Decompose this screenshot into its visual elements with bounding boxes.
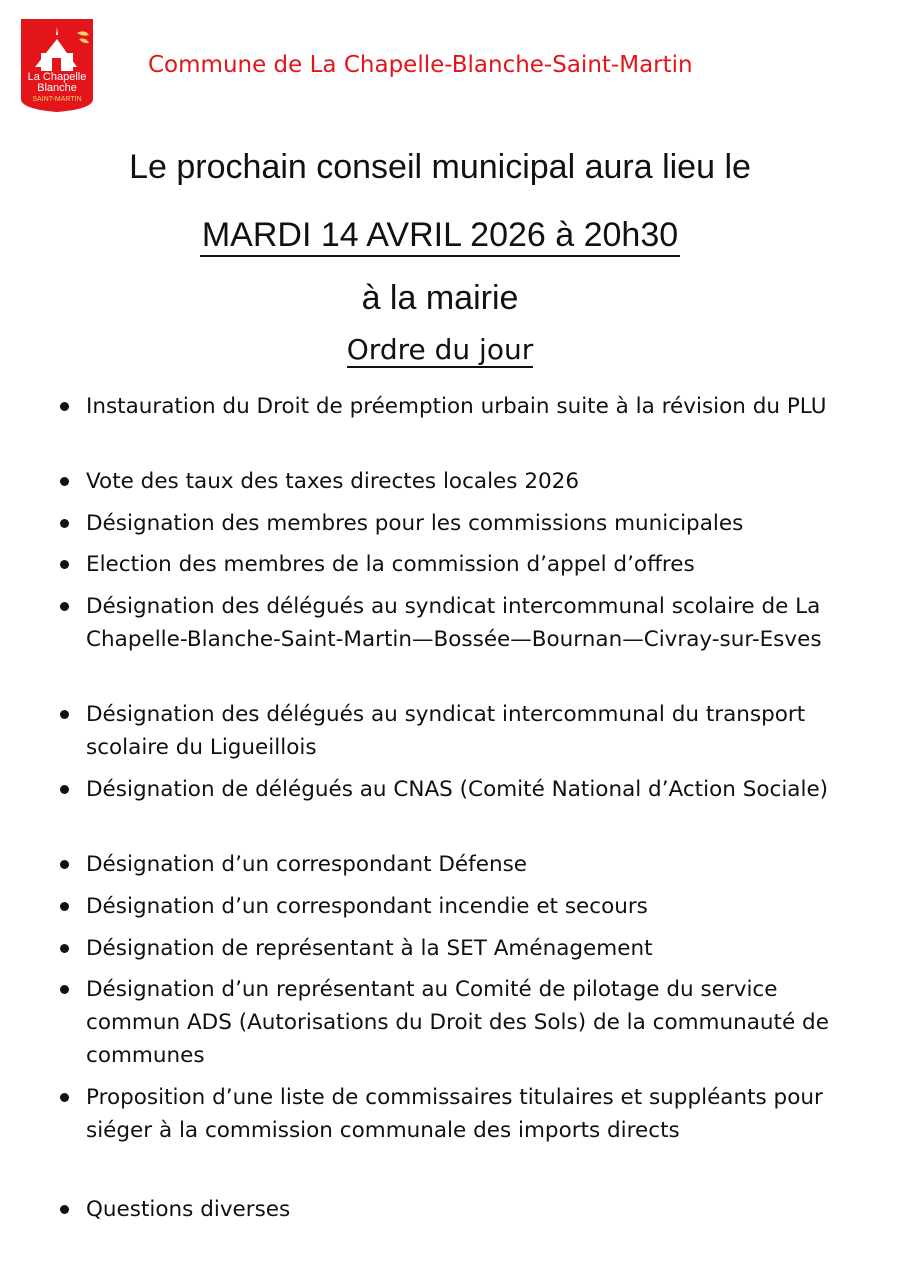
bullet-icon [60, 602, 69, 611]
agenda-item [86, 507, 838, 540]
agenda-item-text: Instauration du Droit de préemption urbain suite à la révision du PLU [86, 394, 827, 419]
bullet-icon [60, 785, 69, 794]
commune-logo [19, 17, 95, 114]
bullet-icon [60, 902, 69, 911]
agenda-item [86, 1081, 838, 1147]
agenda-item [86, 848, 838, 881]
agenda-title [0, 333, 880, 366]
agenda-item [86, 932, 838, 965]
logo-line3: SAINT-MARTIN [32, 96, 82, 103]
agenda-item [86, 698, 838, 764]
agenda-item [86, 465, 838, 498]
agenda-item-text: Désignation de représentant à la SET Aménagement [86, 936, 653, 961]
meeting-location: à la mairie [361, 279, 519, 317]
agenda-item [86, 548, 838, 581]
agenda-item [86, 590, 838, 656]
commune-title: Commune de La Chapelle-Blanche-Saint-Martin [148, 52, 693, 78]
agenda-item-text: Désignation de délégués au CNAS (Comité National d’Action Sociale) [86, 777, 829, 802]
logo-line2: Blanche [37, 82, 77, 94]
announcement-intro: Le prochain conseil municipal aura lieu le [129, 148, 751, 186]
agenda-item-text: Désignation des délégués au syndicat intercommunal scolaire de La Chapelle-Blanche-Saint-Martin—Bossée—Bournan—Civray-sur-Esves [86, 594, 822, 652]
agenda-item [86, 773, 838, 806]
bullet-icon [60, 985, 69, 994]
agenda-title-text: Ordre du jour [346, 333, 534, 366]
agenda-item-text: Vote des taux des taxes directes locales 2026 [86, 469, 580, 494]
bullet-icon [60, 710, 69, 719]
logo-line1: La Chapelle [27, 71, 87, 83]
agenda-item-text: Désignation des délégués au syndicat intercommunal du transport scolaire du Ligueillois [86, 702, 806, 760]
meeting-date [0, 216, 880, 255]
meeting-date-text: MARDI 14 AVRIL 2026 à 20h30 [200, 216, 680, 257]
bullet-icon [60, 860, 69, 869]
agenda-item-text: Questions diverses [86, 1197, 291, 1222]
agenda-item-text: Election des membres de la commission d’appel d’offres [86, 552, 695, 577]
agenda-item-text: Désignation d’un correspondant incendie et secours [86, 894, 648, 919]
agenda-item [86, 1193, 838, 1226]
agenda-item-text: Désignation des membres pour les commissions municipales [86, 511, 744, 536]
agenda-item [86, 390, 838, 423]
bullet-icon [60, 944, 69, 953]
agenda-item-text: Désignation d’un représentant au Comité de pilotage du service commun ADS (Autorisations du Droit des Sols) de la communauté de communes [86, 977, 829, 1068]
agenda-item [86, 973, 838, 1072]
bullet-icon [60, 519, 69, 528]
agenda-item-text: Proposition d’une liste de commissaires titulaires et suppléants pour siéger à la commission communale des imports directs [86, 1085, 823, 1143]
agenda-item-text: Désignation d’un correspondant Défense [86, 852, 528, 877]
bullet-icon [60, 402, 69, 411]
bullet-icon [60, 477, 69, 486]
bullet-icon [60, 1205, 69, 1214]
agenda-item [86, 890, 838, 923]
bullet-icon [60, 560, 69, 569]
bullet-icon [60, 1093, 69, 1102]
